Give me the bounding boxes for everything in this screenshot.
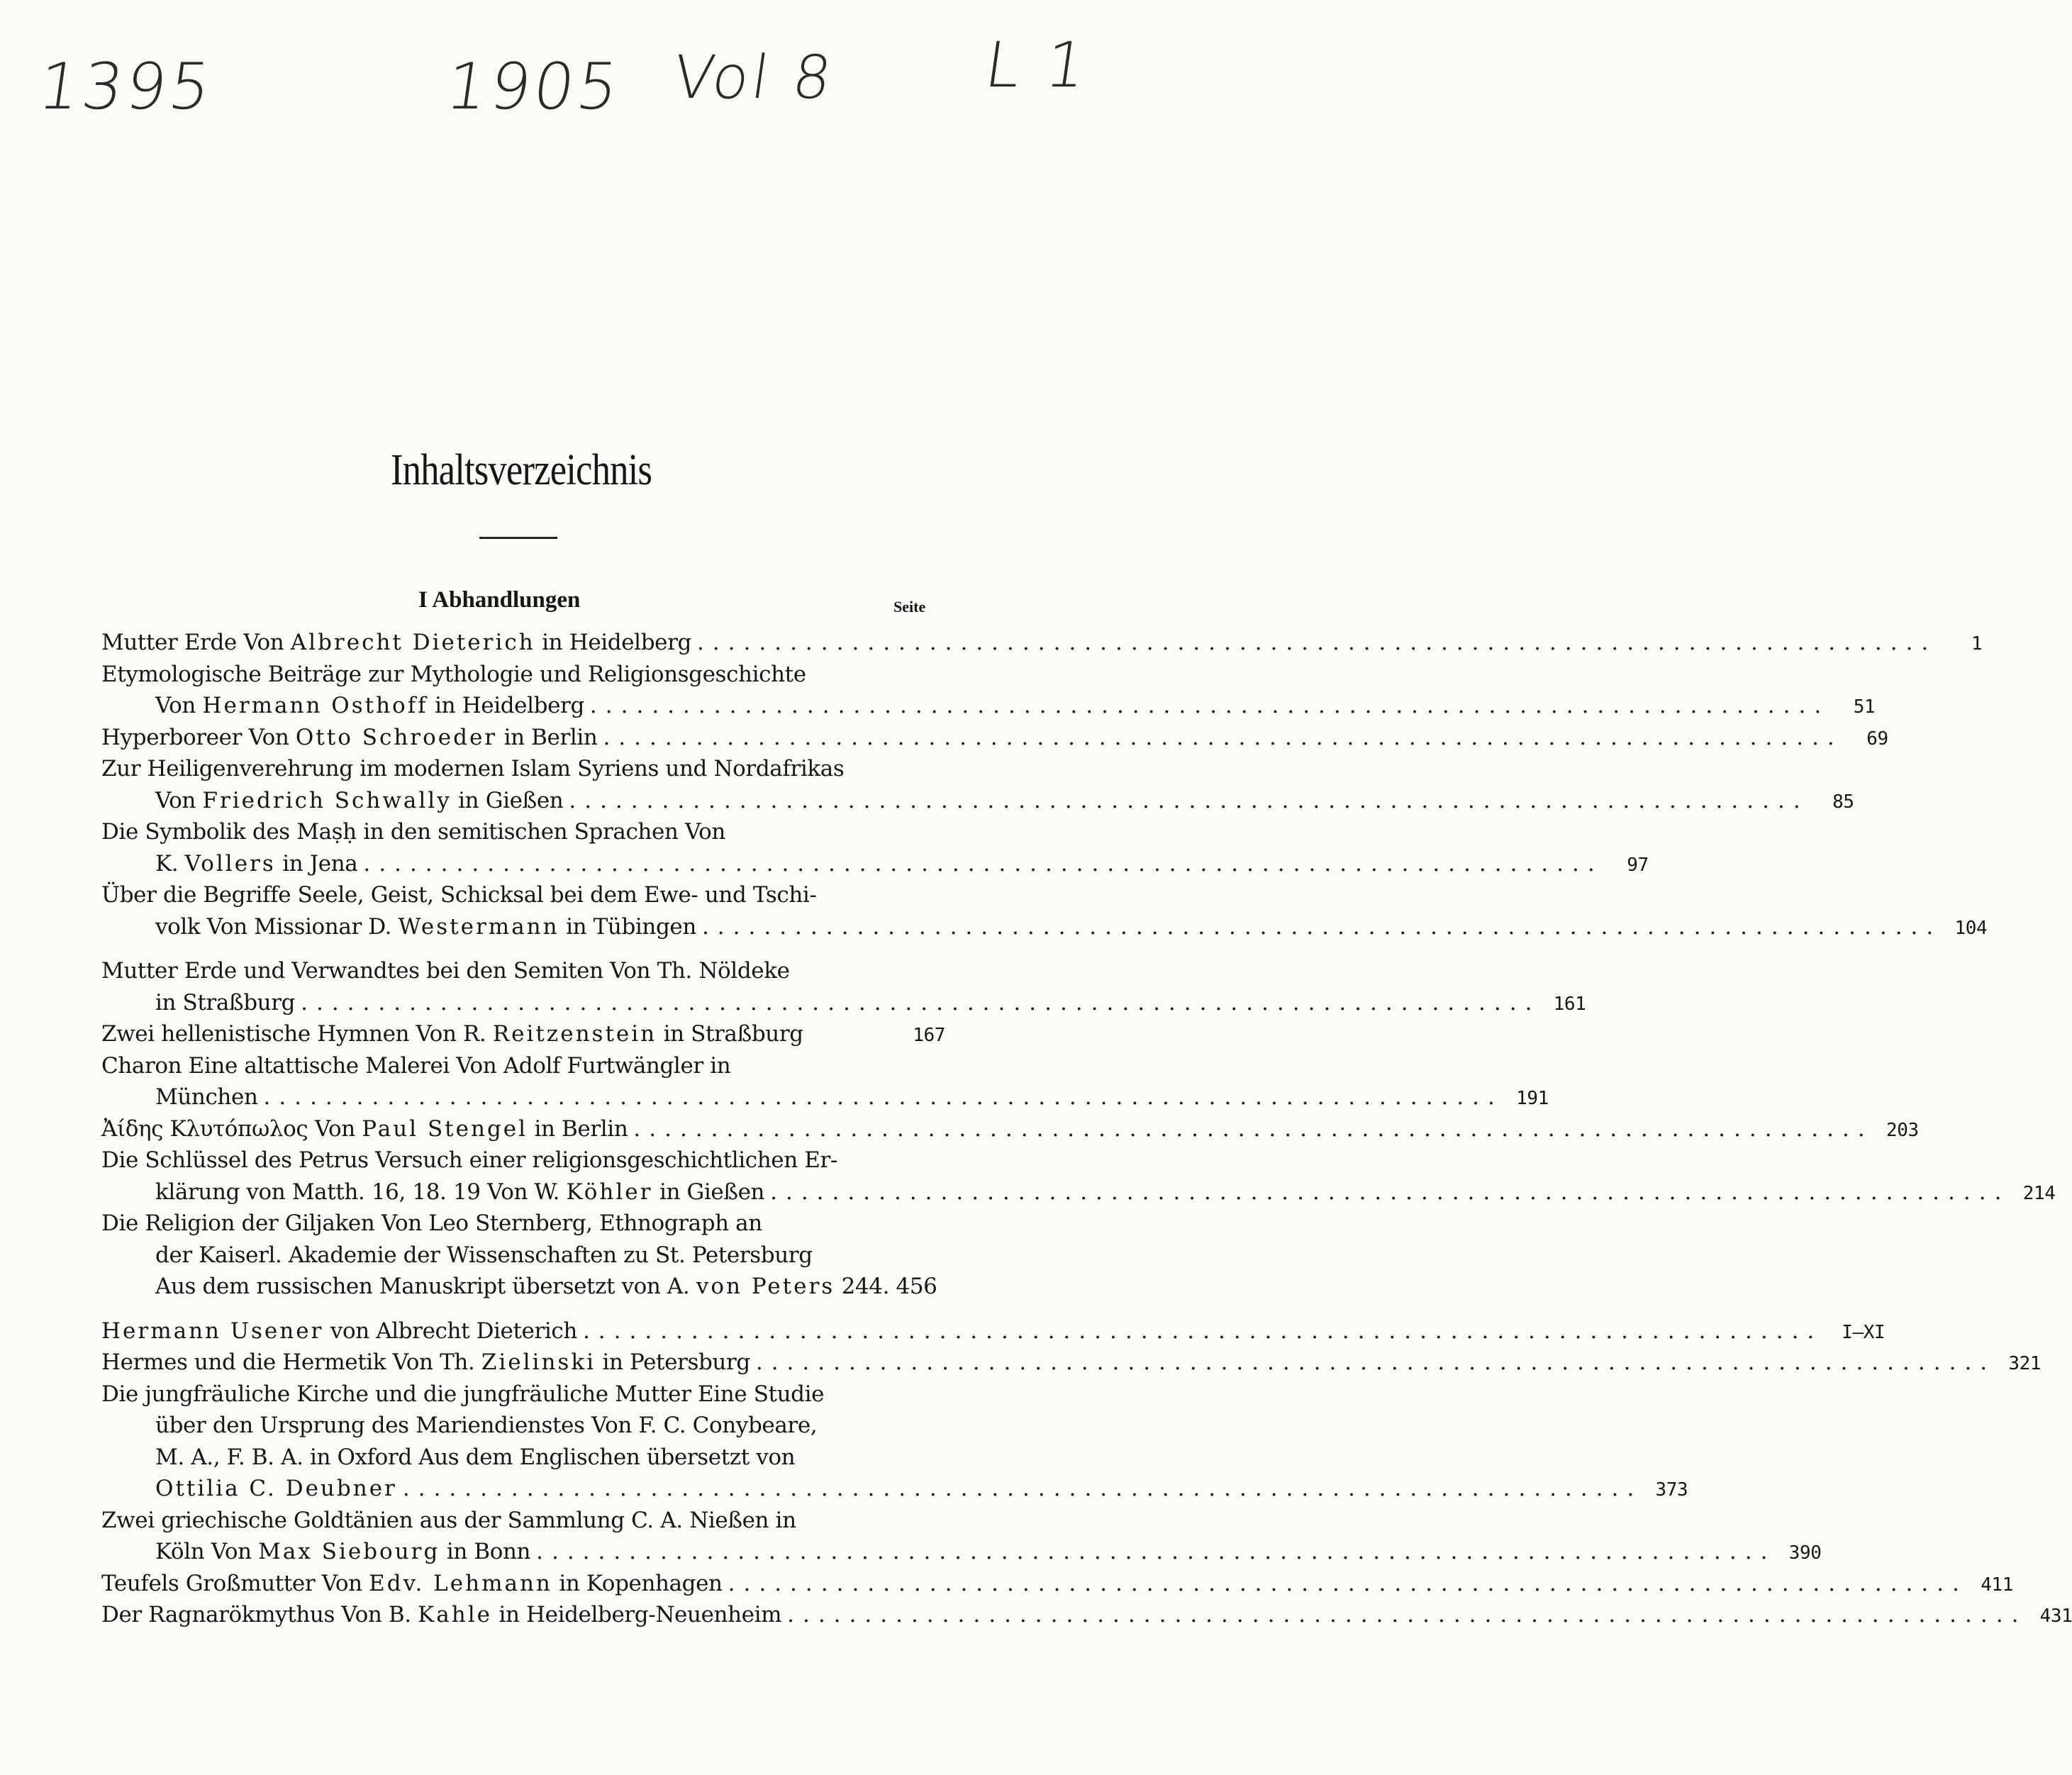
author-name: Friedrich Schwally bbox=[202, 787, 452, 813]
toc-text: in Berlin bbox=[528, 1115, 628, 1142]
author-name: Köhler bbox=[566, 1179, 653, 1205]
toc-line bbox=[101, 722, 1888, 754]
toc-text: in Straßburg bbox=[657, 1021, 803, 1047]
dot-leader: ................................................................................ bbox=[263, 1084, 1503, 1110]
author-name: Reitzenstein bbox=[492, 1021, 657, 1047]
toc-line bbox=[101, 1208, 945, 1240]
dot-leader: ................................................................................ bbox=[696, 630, 1937, 655]
toc-line bbox=[101, 1176, 2056, 1208]
page-number: 203 bbox=[1886, 1119, 1919, 1141]
toc-entry bbox=[101, 722, 1888, 754]
toc-line bbox=[101, 1442, 945, 1474]
toc-line-text: Charon Eine altattische Malerei Von Adolf Furtwängler in bbox=[101, 1052, 731, 1079]
dot-leader: ................................................................................ bbox=[603, 724, 1843, 750]
page-number: 167 bbox=[913, 1025, 945, 1046]
toc-text: Köln Von bbox=[155, 1539, 259, 1564]
toc-entry bbox=[101, 1208, 945, 1303]
dot-leader: ................................................................................ bbox=[402, 1476, 1643, 1501]
toc-line bbox=[101, 1505, 945, 1537]
toc-line-text: Die jungfräuliche Kirche und die jungfräuliche Mutter Eine Studie bbox=[101, 1381, 825, 1407]
toc-line-text: Die Symbolik des Maṣḥ in den semitischen Sprachen Von bbox=[101, 819, 725, 845]
toc-line bbox=[101, 1347, 2042, 1379]
author-name: Vollers bbox=[184, 850, 276, 877]
toc-entry bbox=[101, 1568, 2013, 1600]
author-name: Hermann Usener bbox=[101, 1318, 324, 1344]
page-number: 69 bbox=[1866, 728, 1888, 750]
table-of-contents bbox=[101, 627, 2072, 1631]
page-number: 321 bbox=[2008, 1353, 2042, 1374]
toc-entry bbox=[101, 753, 1854, 816]
toc-text: Von bbox=[155, 693, 203, 718]
toc-text: in Straßburg bbox=[155, 989, 296, 1016]
dot-leader: ................................................................................ bbox=[701, 913, 1942, 940]
author-name: Zielinski bbox=[481, 1350, 596, 1375]
toc-line bbox=[101, 1240, 945, 1272]
toc-line-text: M. A., F. B. A. in Oxford Aus dem Englischen übersetzt von bbox=[155, 1444, 796, 1470]
handwritten-year: 1905 bbox=[441, 50, 626, 124]
toc-line bbox=[101, 1536, 1822, 1568]
dot-leader: ................................................................................ bbox=[363, 850, 1603, 877]
toc-line-text: der Kaiserl. Akademie der Wissenschaften zu St. Petersburg bbox=[155, 1242, 813, 1268]
toc-text: in Berlin bbox=[497, 724, 598, 750]
toc-line bbox=[101, 753, 945, 785]
page-number: 390 bbox=[1788, 1542, 1822, 1564]
toc-line-text: Mutter Erde und Verwandtes bei den Semiten Von Th. Nöldeke bbox=[101, 958, 790, 984]
toc-entry bbox=[101, 816, 1649, 879]
toc-entry bbox=[101, 1315, 1886, 1347]
toc-text: München bbox=[155, 1084, 258, 1110]
toc-line bbox=[101, 1473, 1688, 1505]
toc-text: in Heidelberg-Neuenheim bbox=[492, 1602, 782, 1627]
toc-text: in Gießen bbox=[451, 787, 564, 813]
page-number: 85 bbox=[1832, 791, 1854, 813]
toc-text: in Heidelberg bbox=[535, 630, 691, 655]
page-number: 51 bbox=[1853, 696, 1876, 718]
toc-text: volk Von Missionar D. bbox=[155, 913, 399, 940]
author-name: Albrecht Dieterich bbox=[290, 630, 535, 655]
toc-line-text: Über die Begriffe Seele, Geist, Schicksal bei dem Ewe- und Tschi- bbox=[101, 882, 817, 908]
toc-text: Zwei hellenistische Hymnen Von R. bbox=[101, 1021, 493, 1047]
toc-line bbox=[101, 1410, 945, 1442]
toc-entry bbox=[101, 1145, 2056, 1208]
toc-line-text: Zwei griechische Goldtänien aus der Sammlung C. A. Nießen in bbox=[101, 1507, 796, 1533]
dot-leader: ................................................................................ bbox=[787, 1602, 2027, 1627]
toc-text: klärung von Matth. 16, 18. 19 Von W. bbox=[155, 1179, 567, 1205]
author-name: Paul Stengel bbox=[362, 1115, 528, 1142]
dot-leader: ................................................................................ bbox=[582, 1318, 1823, 1344]
page-number: 373 bbox=[1655, 1479, 1688, 1501]
handwritten-mark: L 1 bbox=[980, 28, 1094, 101]
toc-entry bbox=[101, 1599, 2072, 1631]
toc-line bbox=[101, 1113, 1919, 1145]
toc-text: Aus dem russischen Manuskript übersetzt von A. bbox=[155, 1274, 696, 1299]
page-number: 431 bbox=[2039, 1606, 2072, 1627]
dot-leader: ................................................................................ bbox=[728, 1570, 1968, 1596]
handwritten-volume: Vol 8 bbox=[669, 43, 839, 112]
toc-entry bbox=[101, 879, 1988, 942]
toc-line bbox=[101, 1050, 945, 1082]
toc-line bbox=[101, 1379, 945, 1410]
toc-line bbox=[101, 1568, 2013, 1600]
dot-leader: ................................................................................ bbox=[301, 989, 1541, 1016]
toc-text: Mutter Erde Von bbox=[101, 630, 291, 655]
page-number: 191 bbox=[1516, 1088, 1549, 1109]
section-heading: I Abhandlungen bbox=[418, 587, 581, 613]
toc-entry bbox=[101, 1505, 1822, 1568]
dot-leader: ................................................................................ bbox=[536, 1539, 1776, 1564]
toc-line bbox=[101, 1271, 945, 1303]
toc-entry bbox=[101, 1379, 1688, 1505]
toc-entry bbox=[101, 1113, 1919, 1145]
toc-entry bbox=[101, 627, 1983, 659]
toc-text: Der Ragnarökmythus Von B. bbox=[101, 1602, 418, 1627]
page-column-label: Seite bbox=[893, 598, 926, 616]
toc-text: in Petersburg bbox=[596, 1350, 750, 1375]
toc-text: 244. 456 bbox=[835, 1274, 937, 1299]
page-number: 214 bbox=[2022, 1182, 2056, 1204]
toc-entry bbox=[101, 955, 1586, 1018]
toc-text: Teufels Großmutter Von bbox=[101, 1570, 369, 1596]
toc-line bbox=[101, 1315, 1886, 1347]
toc-line bbox=[101, 879, 945, 911]
author-name: Kahle bbox=[418, 1602, 493, 1627]
author-name: Max Siebourg bbox=[258, 1539, 440, 1564]
page-number: I—XI bbox=[1842, 1321, 1886, 1343]
toc-text: Von bbox=[155, 787, 203, 813]
page-number: 411 bbox=[1981, 1574, 2013, 1596]
toc-line-text: Die Schlüssel des Petrus Versuch einer religionsgeschichtlichen Er- bbox=[101, 1147, 837, 1173]
dot-leader: ................................................................................ bbox=[633, 1115, 1873, 1142]
author-name: Edv. Lehmann bbox=[369, 1570, 552, 1596]
toc-entry bbox=[101, 1018, 945, 1050]
toc-text: in Kopenhagen bbox=[552, 1570, 723, 1596]
toc-line bbox=[101, 690, 1876, 722]
toc-line-text: Etymologische Beiträge zur Mythologie und Religionsgeschichte bbox=[101, 661, 806, 687]
toc-line bbox=[101, 911, 1988, 943]
toc-line bbox=[101, 1081, 1549, 1113]
title-divider bbox=[479, 537, 557, 539]
dot-leader: ................................................................................ bbox=[755, 1350, 1996, 1375]
toc-text: von Albrecht Dieterich bbox=[323, 1318, 577, 1344]
page-title: Inhaltsverzeichnis bbox=[390, 446, 652, 494]
toc-line bbox=[101, 1018, 945, 1050]
handwritten-shelfmark: 1395 bbox=[33, 50, 218, 124]
toc-text: in Gießen bbox=[652, 1179, 765, 1205]
toc-line bbox=[101, 955, 945, 987]
author-name: Westermann bbox=[398, 913, 559, 940]
author-name: von Peters bbox=[696, 1274, 835, 1299]
toc-line bbox=[101, 785, 1854, 817]
toc-line-text: über den Ursprung des Mariendienstes Von F. C. Conybeare, bbox=[155, 1413, 818, 1438]
dot-leader: ................................................................................ bbox=[569, 787, 1809, 813]
toc-line bbox=[101, 1145, 945, 1176]
toc-text: Hyperboreer Von bbox=[101, 724, 296, 750]
toc-entry bbox=[101, 1347, 2042, 1379]
dot-leader: ................................................................................ bbox=[770, 1179, 2010, 1205]
toc-text: Ἀίδης Κλυτόπωλος Von bbox=[101, 1115, 362, 1142]
page-number: 97 bbox=[1627, 854, 1649, 876]
author-name: Hermann Osthoff bbox=[202, 693, 428, 718]
toc-line bbox=[101, 816, 945, 848]
toc-line bbox=[101, 987, 1586, 1019]
toc-entry bbox=[101, 659, 1876, 722]
toc-entry bbox=[101, 1050, 1549, 1113]
page-number: 104 bbox=[1954, 917, 1988, 939]
toc-text: Hermes und die Hermetik Von Th. bbox=[101, 1350, 481, 1375]
toc-line bbox=[101, 627, 1983, 659]
dot-leader: ................................................................................ bbox=[589, 693, 1830, 718]
toc-line bbox=[101, 1599, 2072, 1631]
toc-text: in Heidelberg bbox=[428, 693, 584, 718]
toc-line-text: Die Religion der Giljaken Von Leo Sternberg, Ethnograph an bbox=[101, 1211, 762, 1236]
page-number: 1 bbox=[1971, 633, 1983, 655]
toc-text: in Jena bbox=[275, 850, 358, 877]
toc-line-text: Zur Heiligenverehrung im modernen Islam Syriens und Nordafrikas bbox=[101, 756, 845, 781]
toc-text: in Bonn bbox=[440, 1539, 531, 1564]
page-number: 161 bbox=[1553, 993, 1586, 1015]
author-name: Otto Schroeder bbox=[295, 724, 498, 750]
toc-line bbox=[101, 848, 1649, 880]
toc-line bbox=[101, 659, 945, 691]
author-name: Ottilia C. Deubner bbox=[155, 1476, 397, 1501]
toc-text: in Tübingen bbox=[559, 913, 696, 940]
toc-text: K. bbox=[155, 850, 185, 877]
